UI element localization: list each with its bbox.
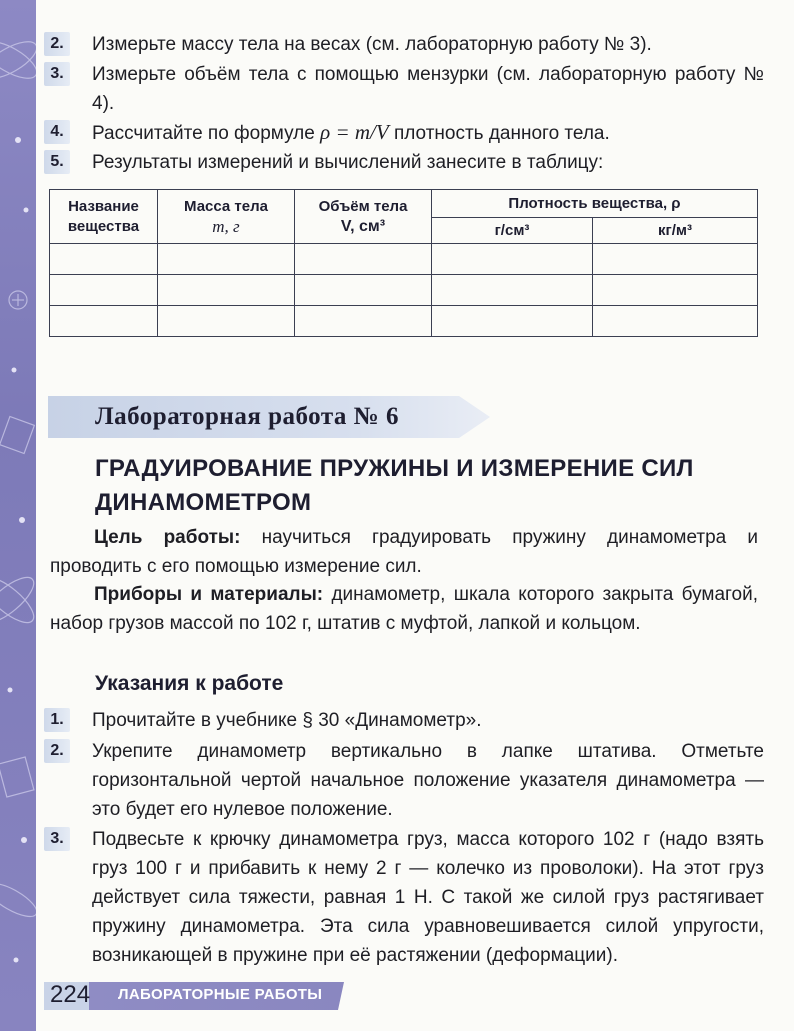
step-number: 3. bbox=[44, 62, 70, 86]
step-number: 4. bbox=[44, 120, 70, 144]
table-cell bbox=[432, 306, 593, 337]
header-density: Плотность вещества, ρ bbox=[432, 190, 758, 218]
step-text: Результаты измерений и вычислений занесите в таблицу: bbox=[92, 152, 604, 173]
step-text: Прочитайте в учебнике § 30 «Динамометр». bbox=[92, 710, 482, 731]
step-number: 1. bbox=[44, 708, 70, 732]
materials-paragraph bbox=[50, 580, 758, 638]
table-cell bbox=[158, 244, 295, 275]
table-cell bbox=[295, 306, 432, 337]
step-number: 2. bbox=[44, 32, 70, 56]
materials-label: Приборы и материалы: bbox=[94, 584, 324, 605]
table-cell bbox=[158, 306, 295, 337]
header-substance: Название вещества bbox=[50, 190, 158, 244]
header-mass-unit: m, г bbox=[212, 216, 240, 236]
table-cell bbox=[295, 244, 432, 275]
lab-heading: ГРАДУИРОВАНИЕ ПРУЖИНЫ И ИЗМЕРЕНИЕ СИЛ ДИНАМОМЕТРОМ bbox=[95, 455, 694, 516]
step-text-after: плотность данного тела. bbox=[393, 123, 610, 144]
step-number: 3. bbox=[44, 827, 70, 851]
header-volume-label: Объём тела bbox=[318, 197, 408, 215]
step-text: Укрепите динамометр вертикально в лапке штатива. Отметьте горизонтальной чертой начальное положение указателя динамометра — это будет его нулевое положение. bbox=[92, 741, 764, 820]
header-mass-label: Масса тела bbox=[184, 197, 268, 215]
instructions-title: Указания к работе bbox=[95, 672, 284, 695]
table-row bbox=[50, 306, 758, 337]
decorative-sidebar bbox=[0, 0, 36, 1031]
table-cell bbox=[593, 275, 758, 306]
materials-text: динамометр, шкала которого закрыта бумагой, набор грузов массой по 102 г, штатив с муфтой, лапкой и кольцом. bbox=[50, 584, 758, 634]
atom-pattern-icon bbox=[0, 0, 36, 1031]
table-cell bbox=[593, 244, 758, 275]
table-cell bbox=[50, 244, 158, 275]
page-number: 224 bbox=[50, 981, 91, 1008]
header-volume-unit: V, см³ bbox=[340, 217, 386, 235]
table-cell bbox=[295, 275, 432, 306]
header-density-kgm: кг/м³ bbox=[593, 218, 758, 244]
footer-section-label: ЛАБОРАТОРНЫЕ РАБОТЫ bbox=[118, 986, 323, 1003]
table-header-row bbox=[50, 190, 758, 218]
step-text bbox=[92, 118, 764, 148]
step-text-before: Рассчитайте по формуле bbox=[92, 123, 315, 144]
step-number: 2. bbox=[44, 739, 70, 763]
table-cell bbox=[432, 275, 593, 306]
step-text: Подвесьте к крючку динамометра груз, масса которого 102 г (надо взять груз 100 г и прибавить к нему 2 г — колечко из проволоки). На этот груз действует сила тяжести, равная 1 Н. С такой же силой груз растягивает пружину динамометра. Эта сила уравновешивается силой упругости, возникающей в пружине при её растяжении (деформации). bbox=[92, 829, 764, 966]
table-row bbox=[50, 275, 758, 306]
goal-text: научиться градуировать пружину динамометра и проводить с его помощью измерение сил. bbox=[50, 527, 759, 577]
step-text: Измерьте объём тела с помощью мензурки (см. лабораторную работу № 4). bbox=[92, 64, 764, 114]
step-text: Измерьте массу тела на весах (см. лабораторную работу № 3). bbox=[92, 34, 652, 55]
results-table bbox=[49, 189, 758, 337]
step-number: 5. bbox=[44, 150, 70, 174]
table-row bbox=[50, 244, 758, 275]
header-volume bbox=[295, 190, 432, 244]
goal-paragraph bbox=[50, 523, 758, 581]
table-cell bbox=[50, 306, 158, 337]
density-formula: ρ = m/V bbox=[320, 120, 389, 144]
goal-label: Цель работы: bbox=[94, 527, 241, 548]
table-cell bbox=[593, 306, 758, 337]
table-cell bbox=[50, 275, 158, 306]
lab-title: Лабораторная работа № 6 bbox=[95, 403, 400, 430]
table-cell bbox=[432, 244, 593, 275]
header-density-gcm: г/см³ bbox=[432, 218, 593, 244]
table-cell bbox=[158, 275, 295, 306]
header-mass bbox=[158, 190, 295, 244]
